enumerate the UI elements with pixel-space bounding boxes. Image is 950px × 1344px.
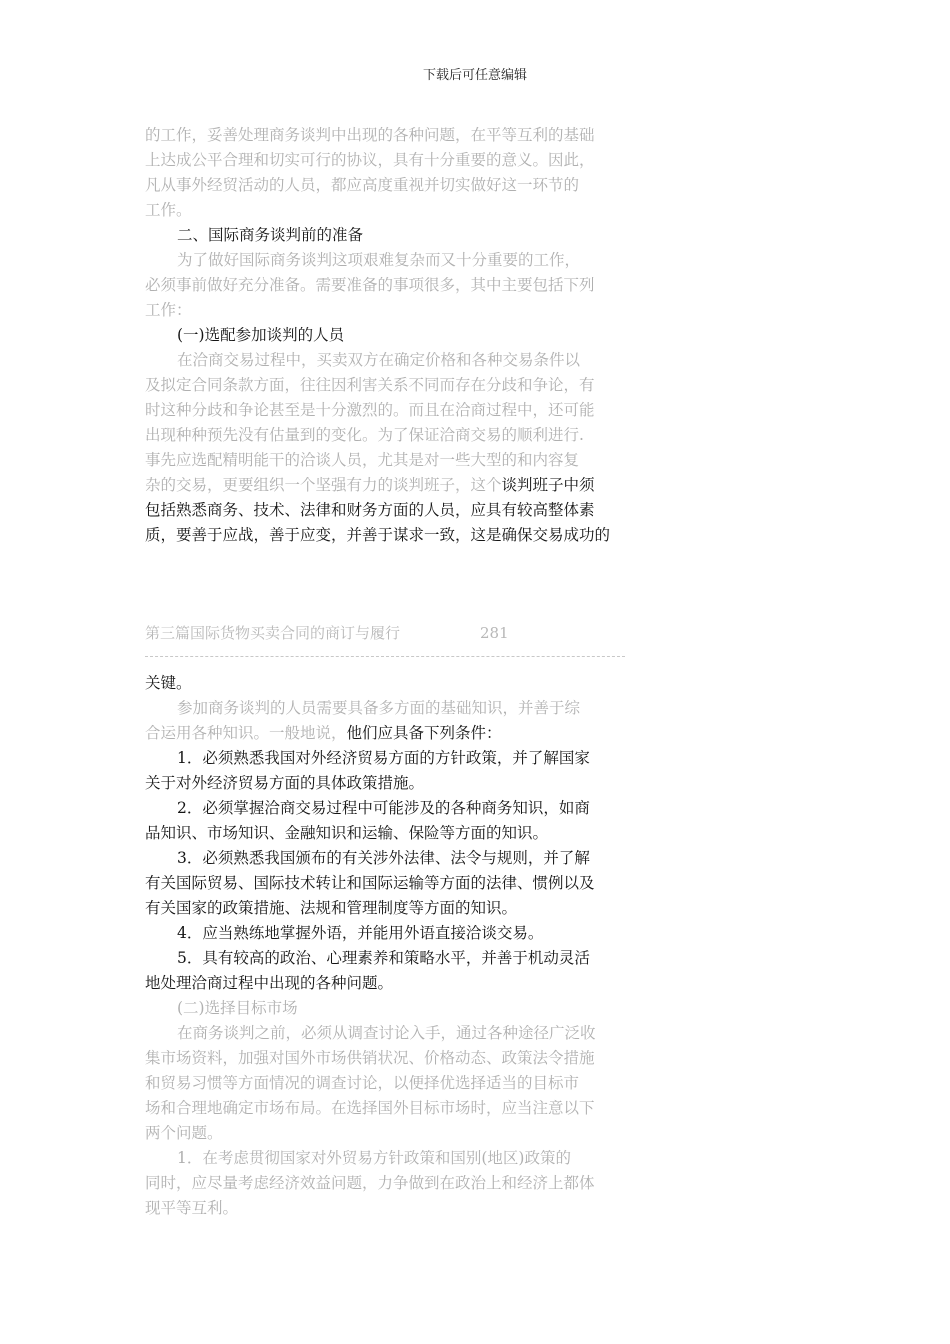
- text-line: [145, 696, 645, 721]
- text-segment: 同时，应尽量考虑经济效益问题，力争做到在政治上和经济上都体: [145, 1174, 595, 1192]
- running-footer: [145, 622, 509, 643]
- text-segment: 1．必须熟悉我国对外经济贸易方面的方针政策，并了解国家: [177, 749, 590, 767]
- text-line: [145, 946, 645, 971]
- text-line: [145, 448, 645, 473]
- text-line: [145, 821, 645, 846]
- text-line: [145, 523, 645, 548]
- text-line: [145, 1171, 645, 1196]
- text-segment: 和贸易习惯等方面情况的调查讨论，以便择优选择适当的目标市: [145, 1074, 580, 1092]
- text-segment: 3．必须熟悉我国颁布的有关涉外法律、法令与规则，并了解: [177, 849, 590, 867]
- text-segment: 5．具有较高的政治、心理素养和策略水平，并善于机动灵活: [177, 949, 590, 967]
- text-segment: 关于对外经济贸易方面的具体政策措施。: [145, 774, 425, 792]
- text-segment: 集市场资料，加强对国外市场供销状况、价格动态、政策法令措施: [145, 1049, 595, 1067]
- text-line: [145, 1146, 645, 1171]
- text-line: [145, 1121, 645, 1146]
- text-segment: 2．必须掌握洽商交易过程中可能涉及的各种商务知识，如商: [177, 799, 590, 817]
- text-line: [145, 148, 645, 173]
- page-number: 281: [480, 624, 509, 642]
- text-line: [145, 273, 645, 298]
- text-segment: (一)选配参加谈判的人员: [177, 326, 345, 344]
- text-segment: 品知识、市场知识、金融知识和运输、保险等方面的知识。: [145, 824, 549, 842]
- text-segment: 二、国际商务谈判前的准备: [177, 226, 364, 244]
- text-segment: 上达成公平合理和切实可行的协议，具有十分重要的意义。因此，: [145, 151, 595, 169]
- text-line: [145, 298, 645, 323]
- text-line: [145, 896, 645, 921]
- text-segment: 凡从事外经贸活动的人员，都应高度重视并切实做好这一环节的: [145, 176, 580, 194]
- text-segment: 合运用各种知识。一般地说，: [145, 724, 347, 742]
- text-line: [145, 996, 645, 1021]
- text-line: [145, 1196, 645, 1221]
- text-segment: 及拟定合同条款方面，往往因利害关系不同而存在分歧和争论，有: [145, 376, 595, 394]
- text-block-lower: [145, 671, 645, 1221]
- text-segment: 关键。: [145, 674, 192, 692]
- footer-title: 第三篇国际货物买卖合同的商订与履行: [145, 624, 401, 642]
- text-line: [145, 1071, 645, 1096]
- text-line: [145, 1096, 645, 1121]
- footer-rule: [145, 656, 625, 657]
- text-line: [145, 846, 645, 871]
- text-segment: 事先应选配精明能干的洽谈人员，尤其是对一些大型的和内容复: [145, 451, 580, 469]
- text-line: [145, 498, 645, 523]
- text-segment: 场和合理地确定市场布局。在选择国外目标市场时，应当注意以下: [145, 1099, 595, 1117]
- text-segment: 必须事前做好充分准备。需要准备的事项很多，其中主要包括下列: [145, 276, 595, 294]
- text-segment: 地处理洽商过程中出现的各种问题。: [145, 974, 394, 992]
- text-line: [145, 796, 645, 821]
- page-header: 下载后可任意编辑: [422, 68, 527, 83]
- text-segment: 参加商务谈判的人员需要具备多方面的基础知识，并善于综: [177, 699, 581, 717]
- text-segment: 有关国家的政策措施、法规和管理制度等方面的知识。: [145, 899, 518, 917]
- text-segment: 工作。: [145, 201, 192, 219]
- text-segment: 包括熟悉商务、技术、法律和财务方面的人员，应具有较高整体素: [145, 501, 595, 519]
- text-line: [145, 921, 645, 946]
- text-line: [145, 746, 645, 771]
- text-segment: 为了做好国际商务谈判这项艰难复杂而又十分重要的工作，: [177, 251, 581, 269]
- text-line: [145, 771, 645, 796]
- text-line: [145, 423, 645, 448]
- text-segment: 有关国际贸易、国际技术转让和国际运输等方面的法律、惯例以及: [145, 874, 595, 892]
- text-segment: 他们应具备下列条件：: [346, 724, 502, 742]
- text-segment: 现平等互利。: [145, 1199, 239, 1217]
- text-line: [145, 1021, 645, 1046]
- text-segment: 出现种种预先没有估量到的变化。为了保证洽商交易的顺利进行.: [145, 426, 584, 444]
- text-line: [145, 373, 645, 398]
- text-segment: 工作：: [145, 301, 192, 319]
- text-segment: 在洽商交易过程中，买卖双方在确定价格和各种交易条件以: [177, 351, 581, 369]
- text-line: [145, 1046, 645, 1071]
- text-line: [145, 473, 645, 498]
- text-line: [145, 123, 645, 148]
- text-segment: (二)选择目标市场: [177, 999, 298, 1017]
- text-segment: 两个问题。: [145, 1124, 223, 1142]
- text-segment: 4．应当熟练地掌握外语，并能用外语直接洽谈交易。: [177, 924, 544, 942]
- text-line: [145, 248, 645, 273]
- text-segment: 1．在考虑贯彻国家对外贸易方针政策和国别(地区)政策的: [177, 1149, 571, 1167]
- text-line: [145, 348, 645, 373]
- text-segment: 时这种分歧和争论甚至是十分激烈的。而且在洽商过程中，还可能: [145, 401, 595, 419]
- text-line: [145, 398, 645, 423]
- text-line: [145, 198, 645, 223]
- text-segment: 的工作，妥善处理商务谈判中出现的各种问题，在平等互利的基础: [145, 126, 595, 144]
- text-line: [145, 223, 645, 248]
- text-segment: 杂的交易，更要组织一个坚强有力的谈判班子，这个: [145, 476, 502, 494]
- text-block-upper: [145, 123, 645, 548]
- text-line: [145, 671, 645, 696]
- text-segment: 在商务谈判之前，必须从调查讨论入手，通过各种途径广泛收: [177, 1024, 596, 1042]
- text-line: [145, 173, 645, 198]
- text-line: [145, 871, 645, 896]
- text-line: [145, 323, 645, 348]
- text-segment: 谈判班子中须: [501, 476, 595, 494]
- text-segment: 质，要善于应战，善于应变，并善于谋求一致，这是确保交易成功的: [145, 526, 611, 544]
- text-line: [145, 971, 645, 996]
- text-line: [145, 721, 645, 746]
